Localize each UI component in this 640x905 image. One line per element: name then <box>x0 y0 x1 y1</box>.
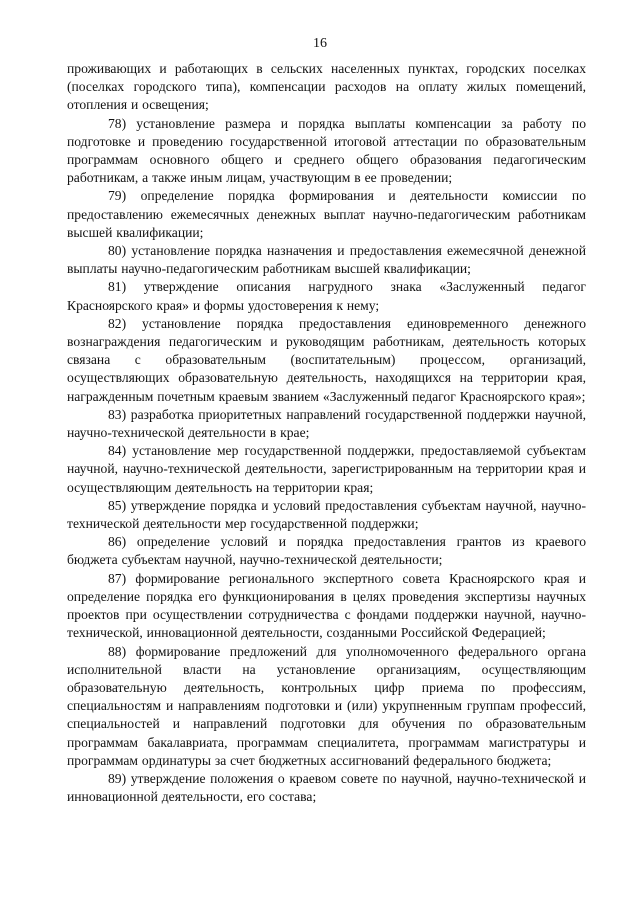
paragraph-item-82: 82) установление порядка предоставления единовременного денежного вознаграждения педагогическим и руководящим работникам, деятельность которых связана с образовательным (воспитательным) процессом, организаций, осуществляющих образовательную деятельность, находящихся на территории края, награжденным почетным краевым званием «Заслуженный педагог Красноярского края»; <box>67 315 586 404</box>
paragraph-item-85: 85) утверждение порядка и условий предоставления субъектам научной, научно-технической деятельности мер государственной поддержки; <box>67 497 586 532</box>
paragraph-item-83: 83) разработка приоритетных направлений государственной поддержки научной, научно-технической деятельности в крае; <box>67 406 586 441</box>
paragraph-item-78: 78) установление размера и порядка выплаты компенсации за работу по подготовке и проведению государственной итоговой аттестации по образовательным программам основного общего и среднего общего образования педагогическим работникам, а также иным лицам, участвующим в ее проведении; <box>67 115 586 186</box>
paragraph-item-81: 81) утверждение описания нагрудного знака «Заслуженный педагог Красноярского края» и формы удостоверения к нему; <box>67 279 586 313</box>
paragraph-item-87: 87) формирование регионального экспертного совета Красноярского края и определение порядка его функционирования в целях проведения экспертизы научных проектов при осуществлении сотрудничества с фондами поддержки научной, научно-технической, инновационной деятельности, созданными Российской Федерацией; <box>67 570 586 641</box>
paragraph-item-89: 89) утверждение положения о краевом совете по научной, научно-технической и инновационной деятельности, его состава; <box>67 770 586 805</box>
paragraph-item-79: 79) определение порядка формирования и деятельности комиссии по предоставлению ежемесячных денежных выплат научно-педагогическим работникам высшей квалификации; <box>67 188 586 240</box>
paragraph-item-84: 84) установление мер государственной поддержки, предоставляемой субъектам научной, научно-технической деятельности, зарегистрированным на территории края и осуществляющим деятельность на территории края; <box>67 443 586 495</box>
paragraph-item-80: 80) установление порядка назначения и предоставления ежемесячной денежной выплаты научно-педагогическим работникам высшей квалификации; <box>67 243 586 277</box>
paragraph-continuation: проживающих и работающих в сельских населенных пунктах, городских поселках (поселках городского типа), компенсации расходов на оплату жилых помещений, отопления и освещения; <box>67 61 586 113</box>
page-number: 16 <box>313 36 327 51</box>
paragraph-item-88: 88) формирование предложений для уполномоченного федерального органа исполнительной власти на установление организациям, осуществляющим образовательную деятельность, контрольных цифр приема по профессиям, специальностям и направлениям подготовки и (или) укрупненным группам профессий, специальностей и направлений подготовки для обучения по образовательным программам бакалавриата, программам специалитета, программам магистратуры и программам ординатуры за счет бюджетных ассигнований федерального бюджета; <box>67 643 586 768</box>
document-body <box>67 60 586 806</box>
paragraph-item-86: 86) определение условий и порядка предоставления грантов из краевого бюджета субъектам научной, научно-технической деятельности; <box>67 534 586 568</box>
